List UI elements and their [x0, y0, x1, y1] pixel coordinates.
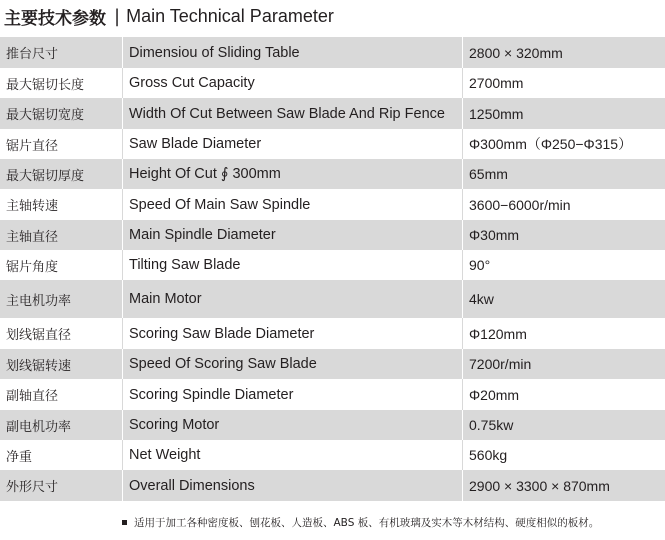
param-name-cn: 外形尺寸: [0, 470, 123, 501]
table-row: [0, 68, 665, 98]
param-name-cn: 划线锯直径: [0, 318, 123, 349]
footer-note: [122, 515, 599, 530]
title-chinese: 主要技术参数: [4, 8, 106, 29]
param-value: 7200r/min: [463, 349, 665, 379]
param-name-en: Height Of Cut ∮ 300mm: [123, 159, 463, 189]
param-name-en: Dimensiou of Sliding Table: [123, 37, 463, 68]
title-separator: |: [114, 5, 121, 27]
table-row: [0, 470, 665, 501]
param-name-cn: 净重: [0, 440, 123, 470]
param-value: 0.75kw: [463, 410, 665, 440]
param-name-en: Main Spindle Diameter: [123, 220, 463, 250]
param-name-cn: 副电机功率: [0, 410, 123, 440]
param-value: Φ300mm（Φ250−Φ315）: [463, 129, 665, 159]
param-name-en: Tilting Saw Blade: [123, 250, 463, 280]
table-row: [0, 349, 665, 379]
param-value: Φ20mm: [463, 379, 665, 410]
param-value: 3600−6000r/min: [463, 189, 665, 220]
param-name-cn: 主轴转速: [0, 189, 123, 220]
param-name-en: Saw Blade Diameter: [123, 129, 463, 159]
table-row: [0, 440, 665, 470]
param-name-cn: 最大锯切宽度: [0, 98, 123, 129]
parameter-table: [0, 37, 665, 501]
param-name-en: Net Weight: [123, 440, 463, 470]
param-name-en: Overall Dimensions: [123, 470, 463, 501]
param-name-en: Scoring Saw Blade Diameter: [123, 318, 463, 349]
param-name-cn: 最大锯切厚度: [0, 159, 123, 189]
param-value: 65mm: [463, 159, 665, 189]
table-row: [0, 410, 665, 440]
param-name-cn: 主电机功率: [0, 280, 123, 318]
param-value: 2900 × 3300 × 870mm: [463, 470, 665, 501]
parameter-table-body: [0, 37, 665, 501]
footer-note-text: 适用于加工各种密度板、刨花板、人造板、ABS 板、有机玻璃及实木等木材结构、硬度相似的板材。: [134, 517, 600, 529]
param-name-cn: 划线锯转速: [0, 349, 123, 379]
param-name-en: Width Of Cut Between Saw Blade And Rip Fence: [123, 98, 463, 129]
table-row: [0, 98, 665, 129]
param-value: 1250mm: [463, 98, 665, 129]
table-row: [0, 250, 665, 280]
param-name-en: Gross Cut Capacity: [123, 68, 463, 98]
param-value: 4kw: [463, 280, 665, 318]
table-row: [0, 159, 665, 189]
param-name-en: Speed Of Main Saw Spindle: [123, 189, 463, 220]
param-value: Φ120mm: [463, 318, 665, 349]
table-row: [0, 220, 665, 250]
param-name-cn: 最大锯切长度: [0, 68, 123, 98]
title-english: Main Technical Parameter: [126, 5, 334, 26]
param-value: 560kg: [463, 440, 665, 470]
param-name-en: Scoring Motor: [123, 410, 463, 440]
param-name-cn: 锯片直径: [0, 129, 123, 159]
bullet-square-icon: [122, 520, 127, 525]
param-value: 2700mm: [463, 68, 665, 98]
table-row: [0, 379, 665, 410]
table-row: [0, 318, 665, 349]
param-value: 90°: [463, 250, 665, 280]
param-name-cn: 副轴直径: [0, 379, 123, 410]
table-row: [0, 280, 665, 318]
param-name-en: Scoring Spindle Diameter: [123, 379, 463, 410]
param-value: Φ30mm: [463, 220, 665, 250]
table-row: [0, 37, 665, 68]
page-title: [4, 4, 334, 28]
param-name-cn: 锯片角度: [0, 250, 123, 280]
param-name-cn: 推台尺寸: [0, 37, 123, 68]
param-name-cn: 主轴直径: [0, 220, 123, 250]
param-value: 2800 × 320mm: [463, 37, 665, 68]
table-row: [0, 129, 665, 159]
param-name-en: Main Motor: [123, 280, 463, 318]
table-row: [0, 189, 665, 220]
param-name-en: Speed Of Scoring Saw Blade: [123, 349, 463, 379]
